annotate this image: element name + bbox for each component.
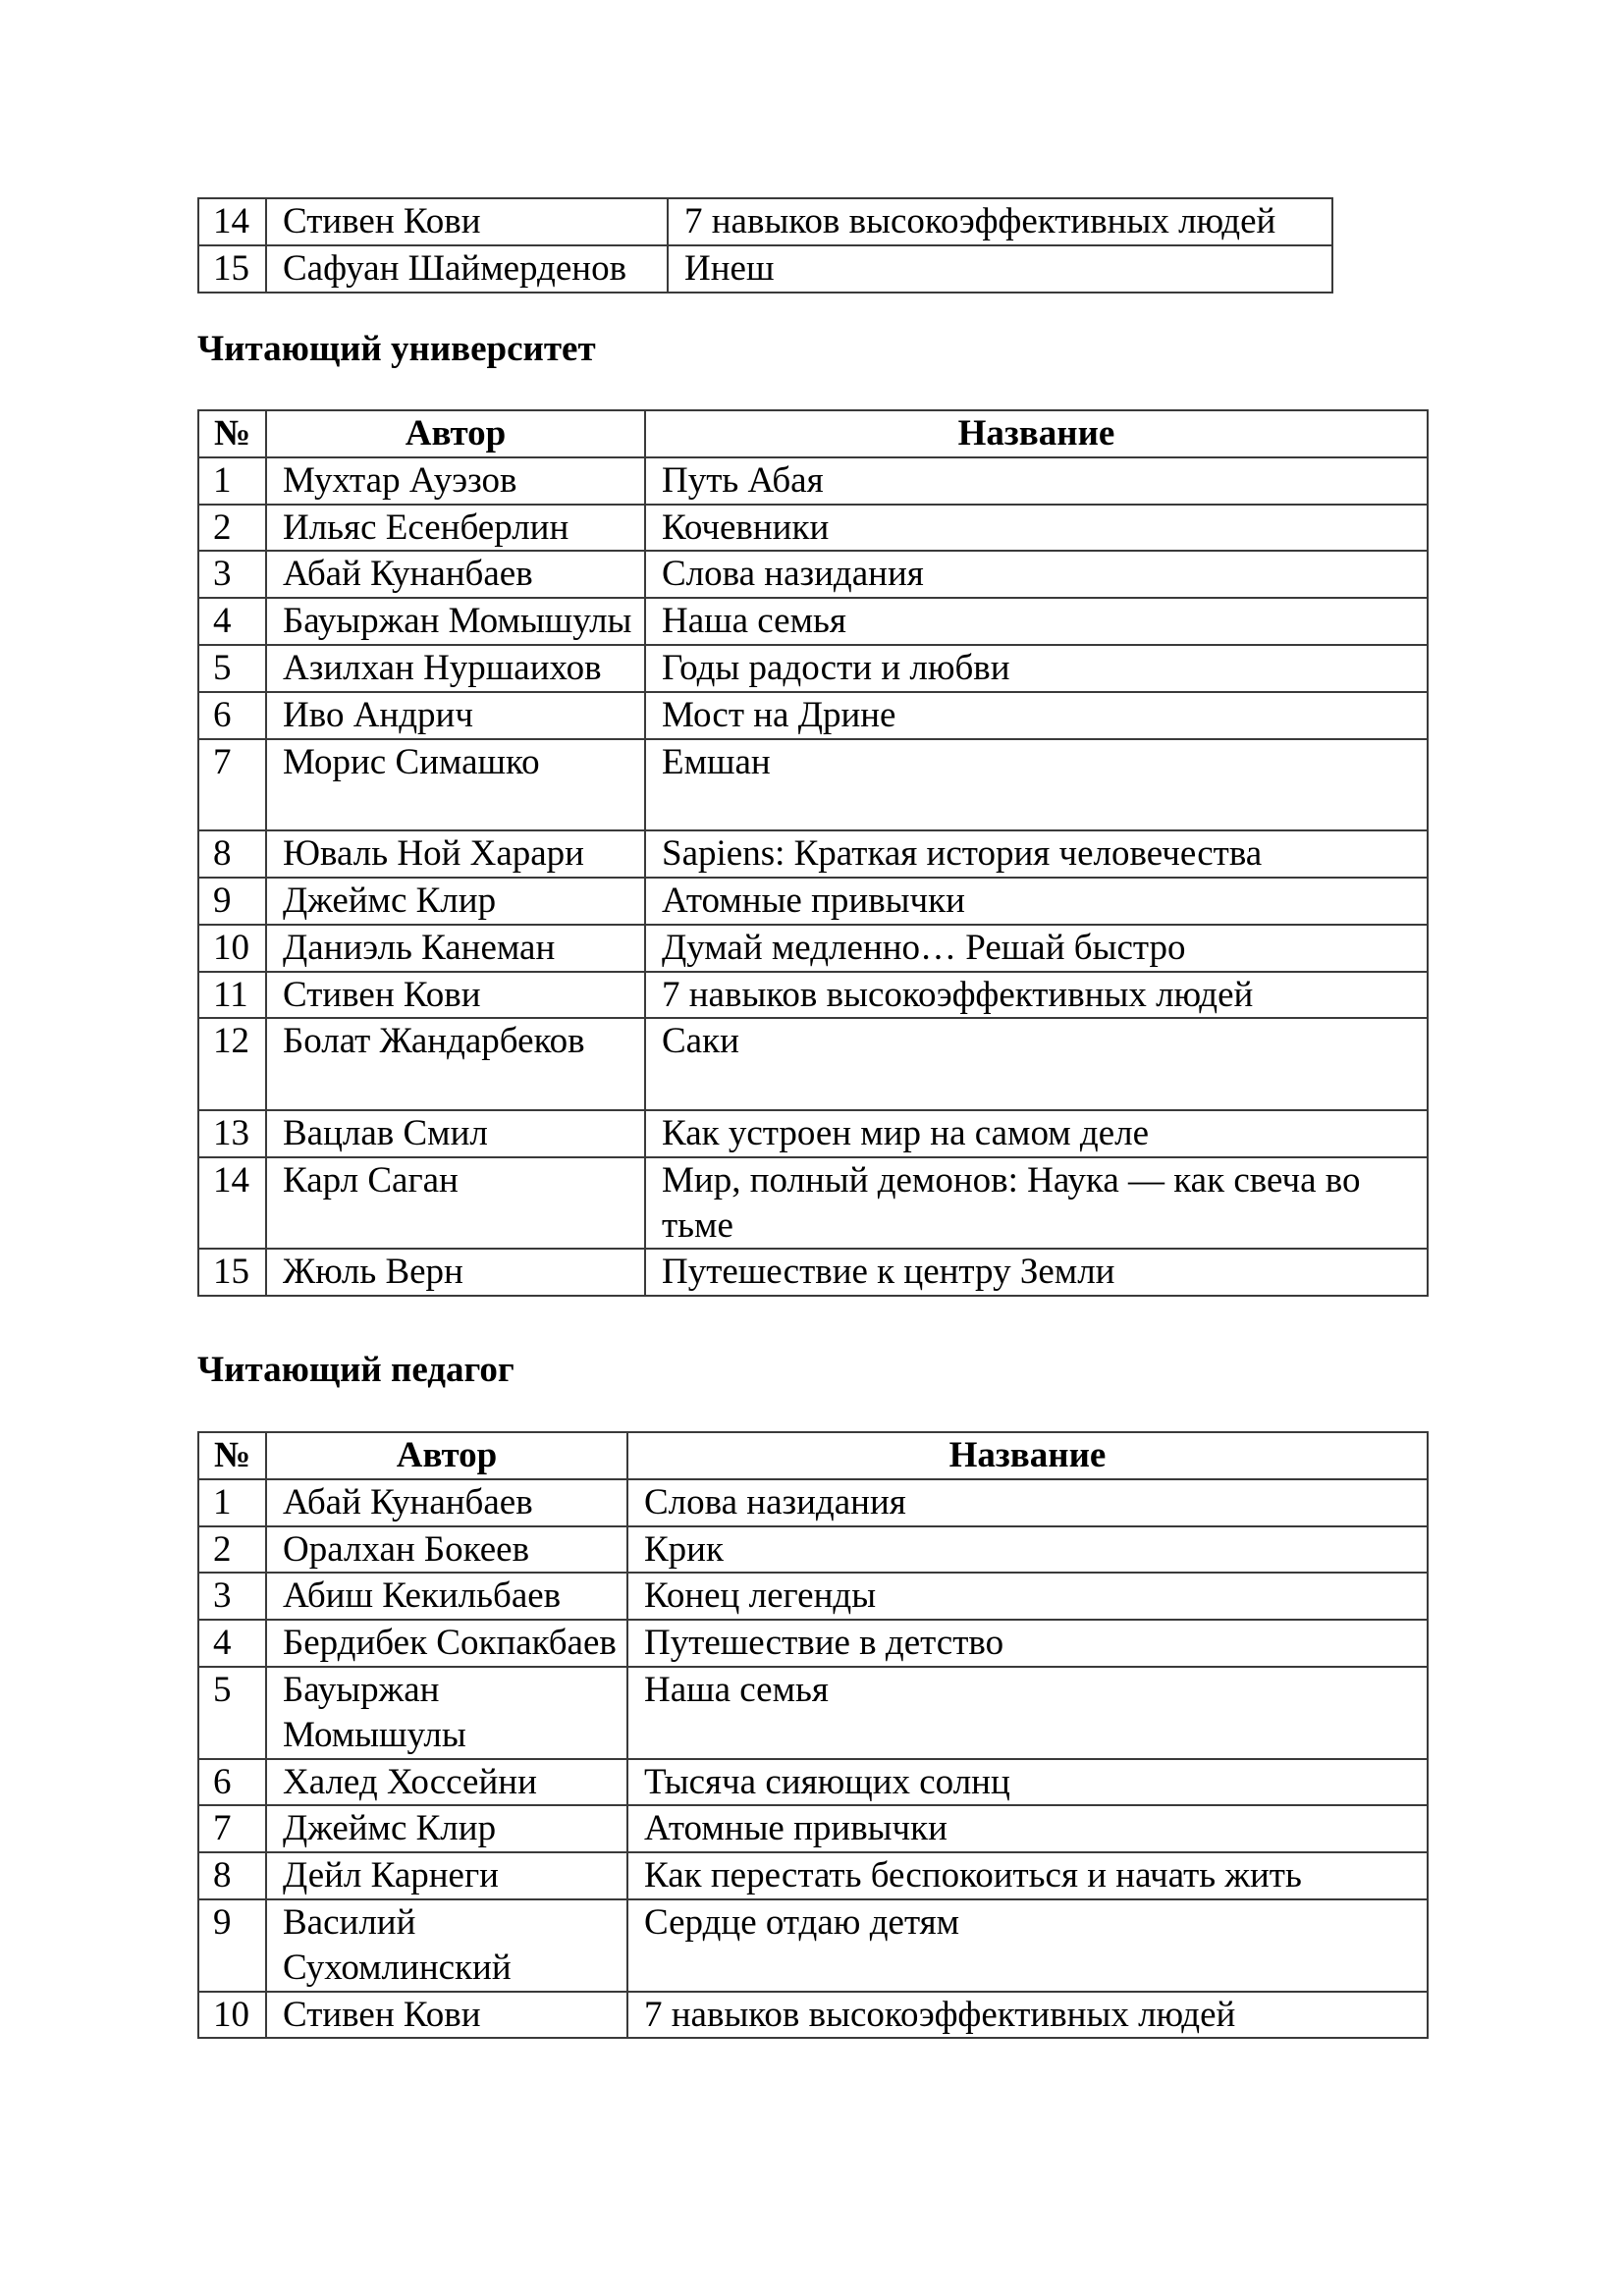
row-number: 15	[198, 1249, 266, 1296]
table-header-row	[198, 410, 1428, 457]
table-row	[198, 1852, 1428, 1899]
title-cell: Думай медленно… Решай быстро	[645, 925, 1428, 972]
author-cell: Юваль Ной Харари	[266, 830, 645, 878]
title-cell: Тысяча сияющих солнц	[627, 1759, 1428, 1806]
author-cell: Даниэль Канеман	[266, 925, 645, 972]
table-row	[198, 1526, 1428, 1574]
continued-book-table	[197, 197, 1333, 294]
author-cell: Сафуан Шаймерденов	[266, 245, 668, 293]
title-cell: 7 навыков высокоэффективных людей	[627, 1992, 1428, 2039]
author-cell: Карл Саган	[266, 1157, 645, 1250]
title-cell: Наша семья	[627, 1667, 1428, 1759]
table-row	[198, 645, 1428, 692]
author-cell: Джеймс Клир	[266, 1805, 627, 1852]
table-row	[198, 1992, 1428, 2039]
author-cell: Азилхан Нуршаихов	[266, 645, 645, 692]
author-cell: Абиш Кекильбаев	[266, 1573, 627, 1620]
row-number: 5	[198, 1667, 266, 1759]
author-cell: Халед Хоссейни	[266, 1759, 627, 1806]
row-number: 8	[198, 830, 266, 878]
author-cell: Дейл Карнеги	[266, 1852, 627, 1899]
author-cell: Ильяс Есенберлин	[266, 505, 645, 552]
title-cell: Годы радости и любви	[645, 645, 1428, 692]
title-cell: Наша семья	[645, 598, 1428, 645]
row-number: 6	[198, 1759, 266, 1806]
author-cell: Иво Андрич	[266, 692, 645, 739]
column-header-number: №	[198, 410, 266, 457]
table-row	[198, 245, 1332, 293]
row-number: 2	[198, 505, 266, 552]
title-cell: Путешествие к центру Земли	[645, 1249, 1428, 1296]
title-cell: Как устроен мир на самом деле	[645, 1110, 1428, 1157]
table-row	[198, 1479, 1428, 1526]
author-cell: Василий Сухомлинский	[266, 1899, 627, 1992]
column-header-title: Название	[627, 1432, 1428, 1479]
author-cell: Оралхан Бокеев	[266, 1526, 627, 1574]
table-row	[198, 1157, 1428, 1250]
column-header-author: Автор	[266, 410, 645, 457]
author-cell: Стивен Кови	[266, 972, 645, 1019]
table-row	[198, 1249, 1428, 1296]
author-cell: Абай Кунанбаев	[266, 551, 645, 598]
table-row	[198, 972, 1428, 1019]
title-cell: Конец легенды	[627, 1573, 1428, 1620]
teacher-book-table	[197, 1431, 1429, 2039]
author-cell: Стивен Кови	[266, 198, 668, 245]
row-number: 14	[198, 198, 266, 245]
row-number: 3	[198, 551, 266, 598]
column-header-title: Название	[645, 410, 1428, 457]
row-number: 1	[198, 457, 266, 505]
title-cell: Sapiens: Краткая история человечества	[645, 830, 1428, 878]
table-row	[198, 1759, 1428, 1806]
title-cell: Слова назидания	[627, 1479, 1428, 1526]
title-cell: Мост на Дрине	[645, 692, 1428, 739]
column-header-number: №	[198, 1432, 266, 1479]
row-number: 12	[198, 1018, 266, 1110]
table-row	[198, 878, 1428, 925]
section-heading-teacher: Читающий педагог	[197, 1350, 514, 1390]
row-number: 1	[198, 1479, 266, 1526]
author-cell: Бауыржан Момышулы	[266, 598, 645, 645]
author-cell: Жюль Верн	[266, 1249, 645, 1296]
table-header-row	[198, 1432, 1428, 1479]
title-cell: Путешествие в детство	[627, 1620, 1428, 1667]
row-number: 8	[198, 1852, 266, 1899]
author-cell: Джеймс Клир	[266, 878, 645, 925]
university-book-table	[197, 409, 1429, 1297]
author-cell: Морис Симашко	[266, 739, 645, 831]
title-cell: Атомные привычки	[645, 878, 1428, 925]
table-row	[198, 551, 1428, 598]
table-row	[198, 457, 1428, 505]
table-row	[198, 198, 1332, 245]
section-heading-university: Читающий университет	[197, 329, 596, 369]
table-row	[198, 1110, 1428, 1157]
row-number: 9	[198, 878, 266, 925]
table-row	[198, 739, 1428, 831]
row-number: 14	[198, 1157, 266, 1250]
title-cell: Саки	[645, 1018, 1428, 1110]
row-number: 4	[198, 598, 266, 645]
title-cell: Путь Абая	[645, 457, 1428, 505]
title-cell: Кочевники	[645, 505, 1428, 552]
column-header-author: Автор	[266, 1432, 627, 1479]
row-number: 7	[198, 739, 266, 831]
table-row	[198, 1805, 1428, 1852]
title-cell: Слова назидания	[645, 551, 1428, 598]
title-cell: Как перестать беспокоиться и начать жить	[627, 1852, 1428, 1899]
title-cell: 7 навыков высокоэффективных людей	[645, 972, 1428, 1019]
title-cell: Мир, полный демонов: Наука — как свеча во тьме	[645, 1157, 1428, 1250]
table-row	[198, 1018, 1428, 1110]
title-cell: Инеш	[668, 245, 1332, 293]
title-cell: Атомные привычки	[627, 1805, 1428, 1852]
author-cell: Вацлав Смил	[266, 1110, 645, 1157]
title-cell: Крик	[627, 1526, 1428, 1574]
row-number: 10	[198, 925, 266, 972]
table-row	[198, 1667, 1428, 1759]
table-row	[198, 925, 1428, 972]
row-number: 9	[198, 1899, 266, 1992]
author-cell: Стивен Кови	[266, 1992, 627, 2039]
author-cell: Абай Кунанбаев	[266, 1479, 627, 1526]
row-number: 13	[198, 1110, 266, 1157]
row-number: 5	[198, 645, 266, 692]
table-row	[198, 1899, 1428, 1992]
title-cell: 7 навыков высокоэффективных людей	[668, 198, 1332, 245]
row-number: 11	[198, 972, 266, 1019]
author-cell: Бердибек Сокпакбаев	[266, 1620, 627, 1667]
table-row	[198, 830, 1428, 878]
author-cell: Болат Жандарбеков	[266, 1018, 645, 1110]
row-number: 3	[198, 1573, 266, 1620]
title-cell: Емшан	[645, 739, 1428, 831]
author-cell: Мухтар Ауэзов	[266, 457, 645, 505]
table-row	[198, 1620, 1428, 1667]
row-number: 2	[198, 1526, 266, 1574]
title-cell: Сердце отдаю детям	[627, 1899, 1428, 1992]
row-number: 4	[198, 1620, 266, 1667]
table-row	[198, 505, 1428, 552]
row-number: 7	[198, 1805, 266, 1852]
table-row	[198, 1573, 1428, 1620]
table-row	[198, 692, 1428, 739]
table-row	[198, 598, 1428, 645]
row-number: 15	[198, 245, 266, 293]
row-number: 6	[198, 692, 266, 739]
row-number: 10	[198, 1992, 266, 2039]
author-cell: Бауыржан Момышулы	[266, 1667, 627, 1759]
